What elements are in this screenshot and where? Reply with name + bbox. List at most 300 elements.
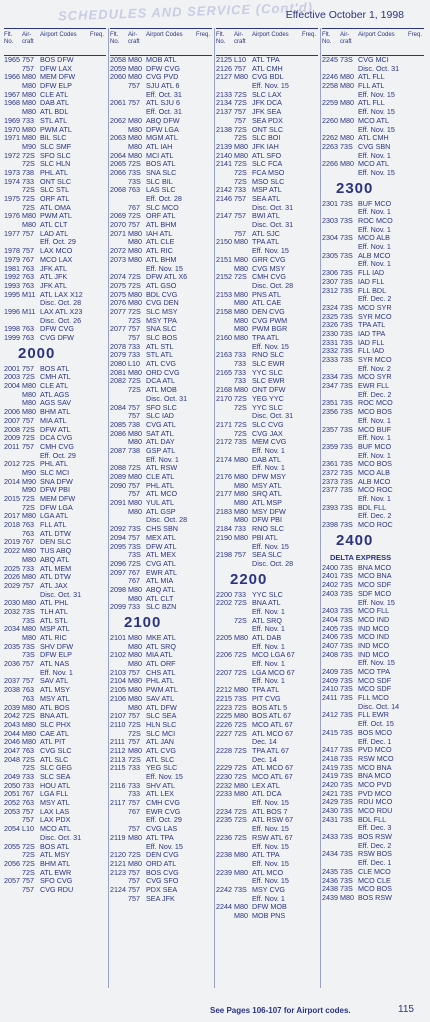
airport-codes: MEM DFW [40, 73, 76, 82]
flight-number: 2077 [110, 324, 126, 334]
aircraft-type: M80 [128, 641, 142, 651]
aircraft-type: 73S [22, 650, 35, 660]
airport-codes: SRQ ATL [252, 490, 282, 499]
aircraft-type: M80 [234, 324, 248, 334]
airport-codes: ATL CVG [146, 360, 176, 369]
aircraft-type: 72S [234, 815, 247, 825]
aircraft-type: 73S [340, 771, 353, 781]
flight-row [110, 404, 212, 413]
airport-codes: TPA ATL [252, 334, 280, 342]
airport-codes: ONT DFW [252, 386, 286, 395]
airport-codes: ATL AGS [40, 390, 70, 399]
aircraft-type: 767 [128, 576, 140, 586]
airport-codes: Eff. Dec. 1 [358, 859, 392, 868]
aircraft-type: 757 [22, 659, 34, 669]
flight-number: 2029 [4, 580, 20, 590]
flight-row [216, 73, 318, 82]
flight-row [4, 212, 106, 221]
aircraft-type: 73S [340, 467, 353, 477]
flight-row [322, 82, 424, 91]
flight-number: 2014 [4, 476, 20, 486]
aircraft-type: M80 [128, 55, 142, 64]
flight-number [110, 386, 128, 395]
flight-row [216, 816, 318, 825]
airport-codes: ATL CLE [146, 238, 175, 247]
airport-codes: Eff. Oct. 29 [40, 238, 76, 247]
aircraft-type: 733 [128, 789, 140, 799]
airport-codes: Eff. Nov. 2 [358, 364, 391, 373]
aircraft-type: 72S [128, 272, 141, 282]
aircraft-type: M80 [22, 381, 36, 391]
airport-codes: Eff. Nov. 15 [146, 773, 183, 781]
aircraft-type: M80 [234, 911, 248, 920]
flight-number: 2058 [110, 55, 126, 64]
flight-number: 2405 [322, 623, 338, 633]
aircraft-type: 757 [22, 815, 34, 825]
flight-number: 2168 [216, 385, 232, 395]
aircraft-type: 73S [340, 424, 353, 434]
airport-codes: SFO CVG [40, 877, 73, 886]
airport-codes: SYR MCO [358, 312, 392, 321]
aircraft-type: 73S [340, 407, 353, 417]
flight-row [4, 291, 106, 300]
aircraft-type: M80 [128, 693, 142, 703]
aircraft-type: M80 [128, 246, 142, 256]
airport-codes: CLE ATL [40, 90, 69, 99]
flight-number: 1979 [4, 254, 20, 264]
flight-number: 2372 [322, 467, 338, 477]
flight-number: 2030 [4, 598, 20, 608]
airport-codes: Dec. 14 [252, 755, 277, 764]
aircraft-type: 757 [128, 532, 140, 542]
flight-number: 2223 [216, 702, 232, 712]
flight-row [4, 877, 106, 886]
flight-number: 2152 [216, 272, 232, 282]
flight-number: 2018 [4, 520, 20, 530]
flight-number: 2258 [322, 81, 338, 91]
flight-number: 2055 [4, 841, 20, 851]
flight-number: 1981 [4, 263, 20, 273]
page-number: 115 [398, 1004, 414, 1015]
flight-row [110, 747, 212, 756]
flight-row [322, 694, 424, 703]
aircraft-type: 73S [128, 541, 141, 551]
flight-number: 2304 [322, 233, 338, 243]
airport-codes: SLC HLN [40, 160, 71, 169]
flight-number: 2411 [322, 693, 338, 703]
flight-number: 2048 [4, 754, 20, 764]
airport-codes: ATL MSP [252, 499, 282, 508]
flight-row [110, 834, 212, 843]
aircraft-type: 72S [234, 719, 247, 729]
flight-number: 2307 [322, 276, 338, 286]
header-air: Air- craft [128, 32, 140, 45]
flight-row [322, 99, 424, 108]
flight-row [216, 238, 318, 247]
flight-number [322, 169, 340, 178]
flight-number: 2039 [4, 702, 20, 712]
flight-number: 2001 [4, 363, 20, 373]
flight-row [322, 504, 424, 513]
column-divider [320, 28, 321, 988]
aircraft-type: 767 [128, 806, 140, 816]
flight-row [216, 834, 318, 843]
flight-number: 2205 [216, 633, 232, 642]
aircraft-type: 73S [340, 762, 353, 772]
airport-codes: CMH CVG [146, 799, 180, 808]
flight-number: 2036 [4, 659, 20, 669]
airport-codes: DFW ELP [40, 82, 72, 91]
flight-row [4, 495, 106, 504]
aircraft-type: M80 [22, 728, 36, 738]
airport-codes: SLC CVG [252, 420, 284, 429]
flight-number [110, 895, 128, 904]
aircraft-type: 763 [22, 324, 34, 334]
airport-codes: Eff. Nov. 1 [252, 625, 285, 634]
flight-number: 2086 [110, 428, 126, 438]
aircraft-type: M80 [340, 159, 354, 169]
flight-number: 1965 [4, 55, 20, 64]
airport-codes: MCO SYR [358, 303, 392, 312]
aircraft-type: 73S [340, 268, 353, 278]
flight-row [216, 747, 318, 756]
flight-number [110, 82, 128, 91]
aircraft-type: 733 [234, 376, 246, 386]
flight-number [216, 912, 234, 921]
airport-codes: SDF MCO [358, 589, 392, 598]
airport-codes: DEN CVG [252, 307, 285, 316]
airport-codes: FLL MCO [358, 694, 389, 703]
flight-number: 2116 [110, 780, 126, 790]
airport-codes: LGA FLL [40, 790, 69, 799]
airport-codes: DFW MSY [252, 473, 286, 481]
aircraft-type: M80 [234, 472, 248, 481]
flight-number: 2138 [216, 124, 232, 134]
airport-codes: PIT CVG [252, 694, 281, 703]
aircraft-type: 733 [234, 359, 246, 369]
flight-row [110, 195, 212, 204]
flight-row [4, 808, 106, 817]
flight-row [110, 543, 212, 552]
flight-row [216, 334, 318, 343]
aircraft-type: M80 [22, 624, 36, 634]
aircraft-type: 72S [22, 424, 35, 434]
flight-row [216, 291, 318, 300]
aircraft-type: 757 [128, 876, 140, 886]
airport-codes: SAT ATL [146, 429, 174, 438]
airport-codes: CVG RDU [40, 885, 74, 894]
airport-codes: YEG YYC [252, 394, 284, 403]
flight-number: 2334 [322, 372, 338, 382]
airport-codes: MOB ATL [146, 56, 177, 64]
flight-number: 2303 [322, 216, 338, 225]
airport-codes: LAD ATL [40, 229, 69, 238]
airport-codes: MEM DFW [40, 495, 76, 503]
flight-number: 2351 [322, 398, 338, 408]
airport-codes: PHL ATL [40, 168, 68, 177]
airport-codes: SLC EWR [252, 377, 285, 386]
flight-row [110, 651, 212, 660]
flight-number: 2226 [216, 719, 232, 729]
airport-codes: LAX MCO [40, 247, 73, 256]
flight-number: 2430 [322, 806, 338, 815]
airport-codes: Eff. Nov. 1 [252, 446, 285, 455]
flight-number: 2053 [4, 806, 20, 816]
airport-codes: MSO SLC [252, 177, 285, 186]
flight-row [110, 790, 212, 799]
airport-codes: MSY ATL [40, 799, 70, 808]
flight-number: 2139 [216, 141, 232, 151]
aircraft-type: 733 [128, 763, 140, 773]
airport-codes: CVG SLC [40, 746, 72, 755]
aircraft-type: 757 [128, 824, 140, 834]
aircraft-type: 738 [128, 419, 140, 429]
airport-codes: MGM ATL [146, 134, 178, 143]
airport-codes: IND MCO [358, 641, 390, 650]
flight-number: 2019 [4, 537, 20, 547]
aircraft-type: M80 [22, 572, 36, 582]
aircraft-type: M80 [234, 867, 248, 877]
airport-codes: Eff. Dec. 2 [358, 512, 392, 521]
aircraft-type: M80 [22, 719, 36, 729]
timetable-column [322, 28, 424, 903]
aircraft-type: M80 [128, 133, 142, 143]
aircraft-type: L10 [234, 55, 246, 64]
aircraft-type: M80 [234, 385, 248, 395]
airport-codes: ATL SJU 6 [146, 99, 180, 108]
flight-row [216, 651, 318, 660]
airport-codes: Eff. Nov. 1 [358, 451, 391, 460]
aircraft-type: 757 [234, 211, 246, 221]
flight-number: 2146 [216, 194, 232, 203]
flight-number: 2017 [4, 511, 20, 521]
airport-codes: ALB MCO [358, 477, 391, 486]
aircraft-type: M80 [234, 506, 248, 516]
flight-number: 2230 [216, 772, 232, 781]
flight-number: 2305 [322, 250, 338, 260]
airport-codes: MOB PNS [252, 912, 286, 920]
flight-number: 2140 [216, 150, 232, 160]
flight-number: 2081 [110, 367, 126, 377]
flight-number: 2037 [4, 676, 20, 686]
airport-codes: LAX LAS [40, 807, 70, 816]
airport-codes: MCO RDU [358, 807, 393, 815]
airport-codes: Eff. Nov. 15 [252, 82, 289, 91]
aircraft-type: M80 [22, 220, 36, 230]
aircraft-type: 72S [234, 272, 247, 282]
aircraft-type: 72S [234, 745, 247, 755]
airport-codes: Disc. Oct. 31 [40, 590, 82, 599]
flight-number: 2038 [4, 685, 20, 695]
flight-number: 2151 [216, 254, 232, 264]
airport-codes: IAD FLL [358, 338, 385, 347]
flight-number: 2429 [322, 797, 338, 807]
airport-codes: ATL SRQ [252, 616, 282, 625]
aircraft-type: 73S [128, 176, 141, 186]
airport-codes: DEN CVG [146, 851, 179, 860]
flight-row [4, 625, 106, 634]
flight-row [216, 790, 318, 799]
airport-codes: CVG ATL [146, 559, 176, 568]
flight-number: 2070 [110, 220, 126, 230]
airport-codes: ATL BDL [40, 108, 69, 117]
airport-codes: BHM ATL [40, 408, 71, 417]
aircraft-type: 757 [22, 884, 34, 894]
airport-codes: BOS ATL [146, 160, 176, 169]
flight-row [322, 426, 424, 435]
airport-codes: BOS ATL 67 [252, 712, 292, 721]
airport-codes: LGA MCO 67 [252, 668, 295, 677]
effective-date: Effective October 1, 1998 [285, 9, 404, 21]
aircraft-type: M90 [22, 485, 36, 495]
aircraft-type: 757 [128, 220, 140, 230]
header-codes: Airport Codes [358, 32, 395, 38]
aircraft-type: 72S [234, 728, 247, 738]
airport-codes: ORF ATL [40, 195, 70, 203]
flight-number: 2092 [110, 524, 126, 534]
airport-codes: SLC EWR [252, 360, 285, 369]
airport-codes: MCO ROC [358, 521, 393, 530]
airport-codes: DFW LGA [146, 125, 179, 134]
airport-codes: ATL DTW [40, 529, 71, 538]
flight-row [4, 660, 106, 669]
flight-number: 1973 [4, 167, 20, 177]
airport-codes: ATL GSP [146, 507, 176, 516]
flight-row [322, 729, 424, 738]
airport-codes: LAX ATL X23 [40, 307, 83, 316]
flight-row [216, 912, 318, 921]
airport-codes: ABQ ATL [40, 555, 70, 564]
aircraft-type: M80 [22, 124, 36, 134]
flight-row [4, 825, 106, 834]
aircraft-type: 733 [22, 780, 34, 790]
flight-row [322, 443, 424, 452]
aircraft-type: 73S [340, 337, 353, 347]
aircraft-type: 73S [340, 355, 353, 364]
airport-codes: BDL CVG [146, 290, 178, 299]
aircraft-type: 733 [22, 563, 34, 573]
aircraft-type: M80 [128, 659, 142, 669]
airport-codes: BOS ATL [40, 842, 70, 851]
aircraft-type: 72S [22, 754, 35, 764]
aircraft-type: L10 [22, 824, 34, 834]
aircraft-type: M80 [128, 72, 142, 82]
flight-number: 2069 [110, 211, 126, 221]
flight-number: 2190 [216, 532, 232, 542]
flight-number: 1969 [4, 115, 20, 125]
flight-number: 2095 [110, 541, 126, 551]
flight-row [322, 685, 424, 694]
aircraft-type: M80 [128, 115, 142, 125]
aircraft-type: 763 [22, 333, 34, 342]
flight-number [4, 886, 22, 895]
flight-row [4, 152, 106, 161]
airport-codes: DFW ATL [146, 542, 177, 551]
aircraft-type: 73S [340, 311, 353, 321]
airport-codes: CVG SBN [358, 142, 391, 151]
aircraft-type: 73S [234, 884, 247, 894]
aircraft-type: 72S [22, 850, 35, 860]
flight-row [110, 99, 212, 108]
flight-number: 2141 [216, 159, 232, 169]
aircraft-type: 72S [234, 419, 247, 429]
airport-codes: TPA ATL [252, 238, 280, 247]
flight-number: 2004 [4, 381, 20, 391]
airport-codes: SYR MCO [358, 356, 392, 364]
flight-number: 2232 [216, 780, 232, 790]
flight-number [216, 221, 234, 230]
flight-row [216, 551, 318, 560]
flight-number: 2121 [110, 858, 126, 868]
airport-codes: BDL FLL [358, 815, 387, 824]
aircraft-type: 72S [128, 728, 141, 738]
aircraft-type: M80 [22, 98, 36, 108]
flight-number: 2035 [4, 641, 20, 651]
flight-number: 2406 [322, 632, 338, 642]
airport-codes: CVG MSY [252, 264, 286, 273]
aircraft-type: M80 [234, 72, 248, 82]
aircraft-type: 757 [128, 411, 140, 421]
flight-number: 1970 [4, 124, 20, 134]
flight-row [216, 256, 318, 265]
airport-codes: LAS SLC [146, 186, 176, 195]
aircraft-type: 72S [128, 385, 141, 395]
airport-codes: SFO SLC [146, 403, 177, 412]
airport-codes: BHM ATL [40, 859, 71, 868]
flight-row [4, 391, 106, 400]
flight-number: 2072 [110, 246, 126, 256]
airport-codes: MCO LAX [40, 255, 73, 264]
aircraft-type: M80 [22, 107, 36, 117]
aircraft-type: 73S [340, 441, 353, 451]
flight-number: 2088 [110, 463, 126, 473]
airport-codes: Disc. Oct. 26 [40, 316, 82, 325]
aircraft-type: 733 [22, 772, 34, 781]
airport-codes: ATL LAX X12 [40, 290, 83, 299]
airport-codes: EWR FLL [358, 382, 390, 391]
airport-codes: SJU ATL 6 [146, 82, 180, 91]
aircraft-type: 73S [340, 233, 353, 243]
flight-number: 2433 [322, 832, 338, 842]
flight-number: 2133 [216, 89, 232, 99]
airport-codes: ATL MCO [146, 490, 178, 499]
flight-number: 1999 [4, 333, 20, 342]
flight-row [110, 712, 212, 721]
flight-row [4, 608, 106, 617]
aircraft-type: 757 [22, 363, 34, 373]
header-ghost-text: SCHEDULES AND SERVICE (Cont'd) [57, 0, 314, 24]
airport-codes: CVG DFW [40, 334, 74, 342]
flight-number: 2062 [110, 115, 126, 125]
airport-codes: SLC MCO [146, 203, 179, 212]
airport-codes: Eff. Dec. 2 [358, 295, 392, 304]
flight-number: 2015 [4, 494, 20, 503]
flight-number: 2102 [110, 650, 126, 660]
aircraft-type: 738 [128, 445, 140, 455]
airport-codes: YYC SLC [252, 403, 283, 412]
aircraft-type: M80 [22, 554, 36, 564]
flight-number: 2120 [110, 850, 126, 860]
airport-codes: ATL PIT [40, 738, 66, 747]
airport-codes: ATL DAY [146, 438, 175, 447]
airport-codes: PWM BGR [252, 325, 288, 334]
airport-codes: ATL SRQ [146, 642, 176, 651]
flight-number: 2075 [110, 280, 126, 290]
aircraft-type: 733 [128, 780, 140, 790]
flight-row [110, 169, 212, 178]
flight-row [322, 850, 424, 859]
flight-row [110, 886, 212, 895]
